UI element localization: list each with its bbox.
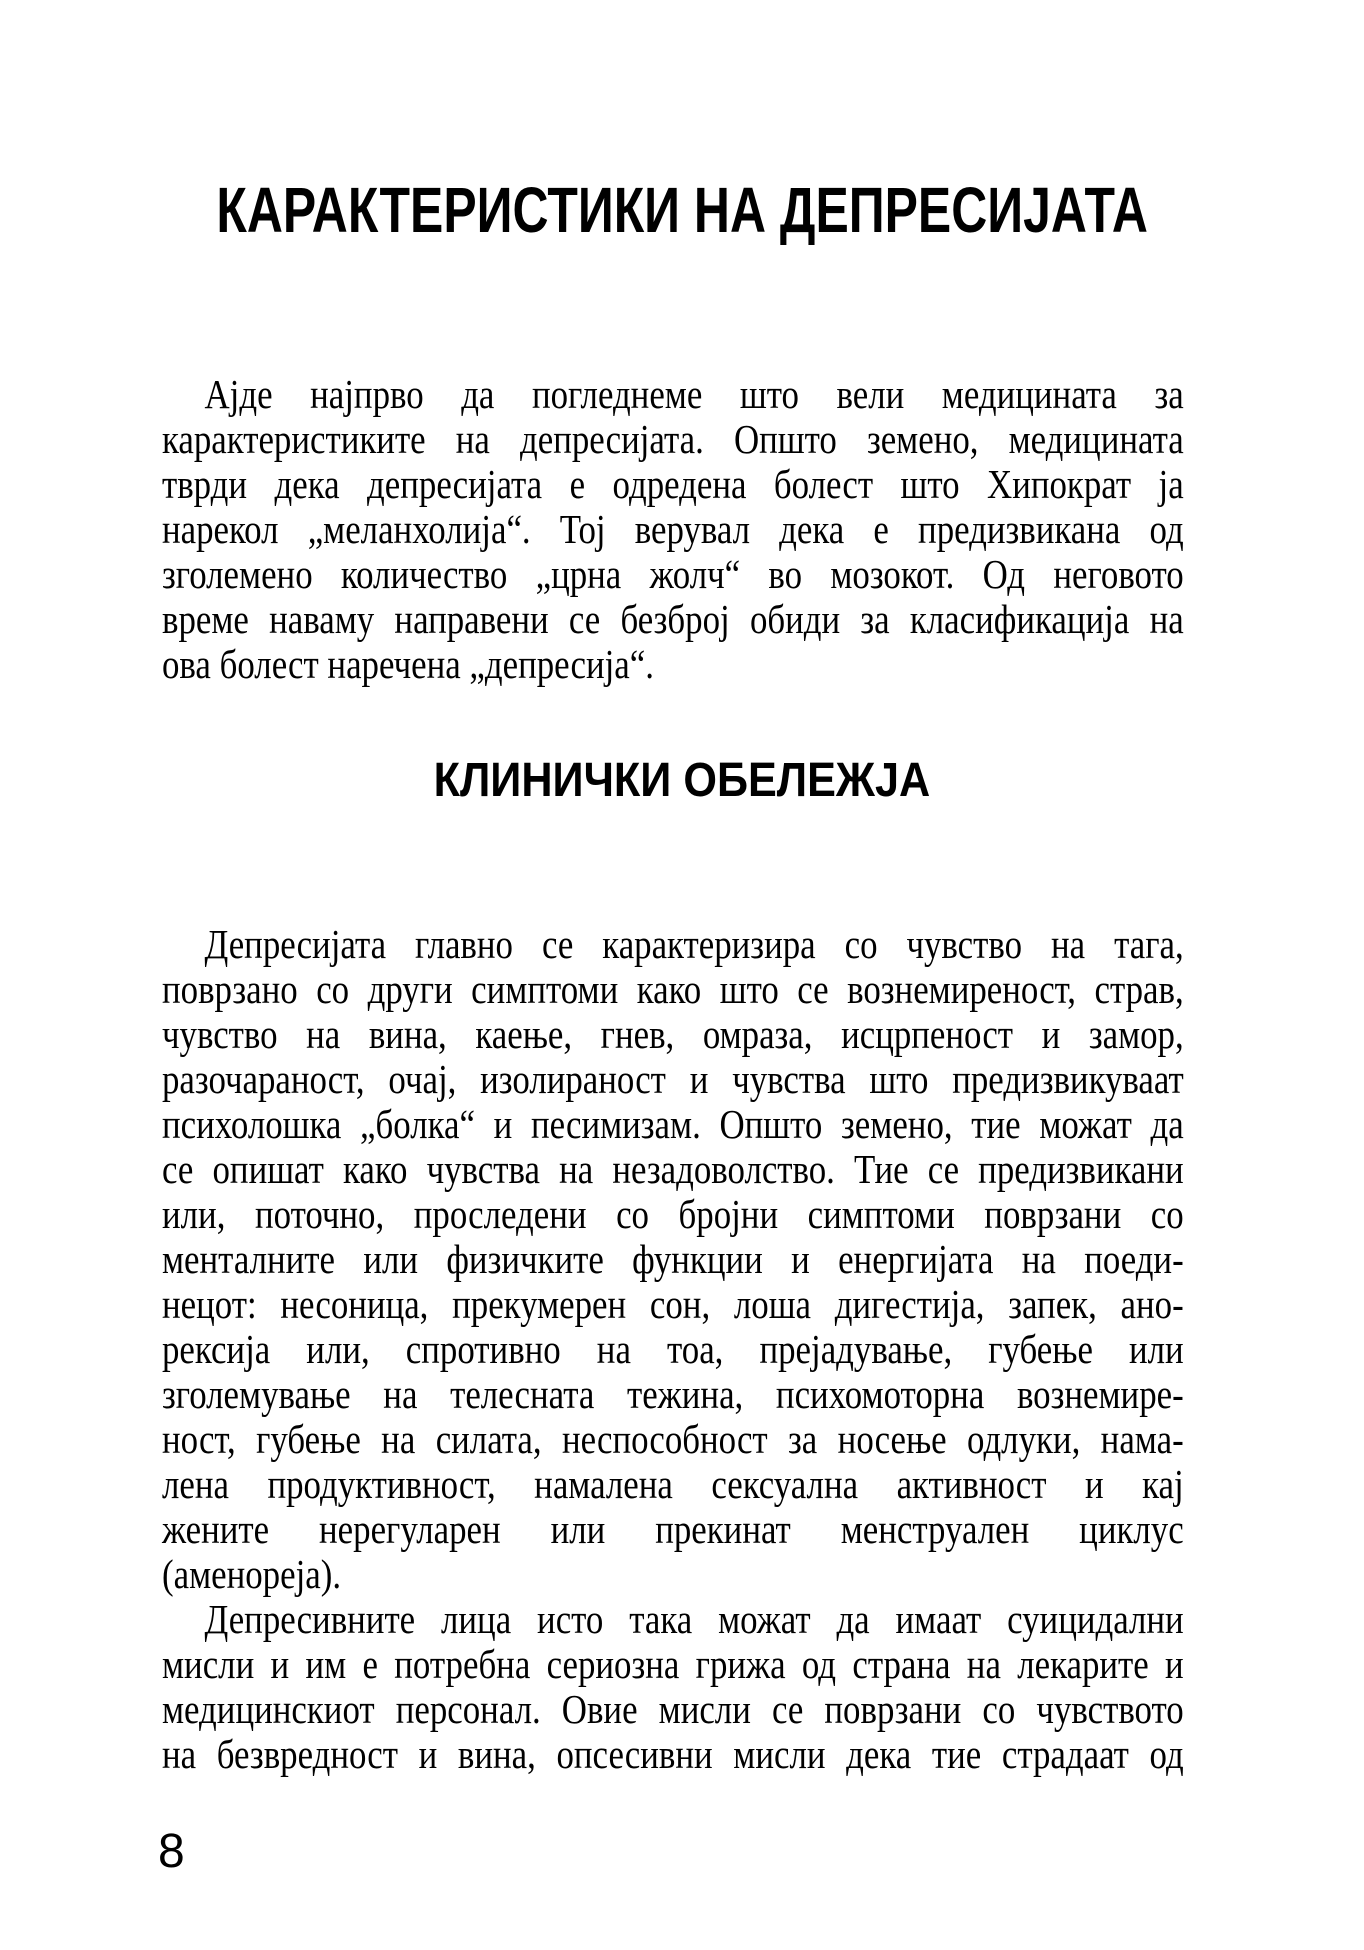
text-line: менталните или физичките функции и енергијата на поеди- xyxy=(162,1236,1184,1282)
intro-paragraph xyxy=(162,372,1184,687)
text-line: нецот: несоница, прекумерен сон, лоша дигестија, запек, ано- xyxy=(162,1281,1184,1327)
text-line: жените нерегуларен или прекинат менструален циклус xyxy=(162,1506,1184,1552)
text-line: тврди дека депресијата е одредена болест што Хипократ ја xyxy=(162,461,1184,507)
text-line: се опишат како чувства на незадоволство. Тие се предизвикани xyxy=(162,1146,1184,1192)
text-line: рексија или, спротивно на тоа, прејадување, губење или xyxy=(162,1326,1184,1372)
text-line: ност, губење на силата, неспособност за носење одлуки, нама- xyxy=(162,1416,1184,1462)
text-line: поврзано со други симптоми како што се вознемиреност, страв, xyxy=(162,966,1184,1012)
section-heading: КЛИНИЧКИ ОБЕЛЕЖЈА xyxy=(433,754,931,807)
text-line: лена продуктивност, намалена сексуална активност и кај xyxy=(162,1461,1184,1507)
text-line: ова болест наречена „депресија“. xyxy=(162,641,654,687)
text-line: разочараност, очај, изолираност и чувства што предизвикуваат xyxy=(162,1056,1184,1102)
text-line: Депресијата главно се карактеризира со чувство на тага, xyxy=(204,921,1184,967)
text-line: или, поточно, проследени со бројни симптоми поврзани со xyxy=(162,1191,1184,1237)
page-number: 8 xyxy=(158,1825,185,1878)
text-line: зголемување на телесната тежина, психомоторна вознемире- xyxy=(162,1371,1184,1417)
text-line: медицинскиот персонал. Овие мисли се поврзани со чувството xyxy=(162,1686,1184,1732)
text-line: време наваму направени се безброј обиди за класификација на xyxy=(162,596,1184,642)
text-line: психолошка „болка“ и песимизам. Општо земено, тие можат да xyxy=(162,1101,1184,1147)
text-line: Ајде најпрво да погледнеме што вели медицината за xyxy=(204,371,1184,417)
text-line: мисли и им е потребна сериозна грижа од страна на лекарите и xyxy=(162,1641,1184,1687)
section-heading-row xyxy=(0,754,1364,808)
text-line: (аменореја). xyxy=(162,1551,342,1597)
text-line: карактеристиките на депресијата. Општо земено, медицината xyxy=(162,416,1184,462)
chapter-title-row xyxy=(0,175,1364,245)
chapter-title: КАРАКТЕРИСТИКИ НА ДЕПРЕСИЈАТА xyxy=(216,174,1148,246)
body-paragraph xyxy=(162,1597,1184,1777)
text-line: зголемено количество „црна жолч“ во мозокот. Од неговото xyxy=(162,551,1184,597)
text-line: на безвредност и вина, опсесивни мисли дека тие страдаат од xyxy=(162,1731,1184,1777)
text-line: чувство на вина, каење, гнев, омраза, исцрпеност и замор, xyxy=(162,1011,1184,1057)
text-line: нарекол „меланхолија“. Тој верувал дека е предизвикана од xyxy=(162,506,1184,552)
body-paragraph xyxy=(162,922,1184,1597)
text-line: Депресивните лица исто така можат да имаат суицидални xyxy=(204,1596,1184,1642)
